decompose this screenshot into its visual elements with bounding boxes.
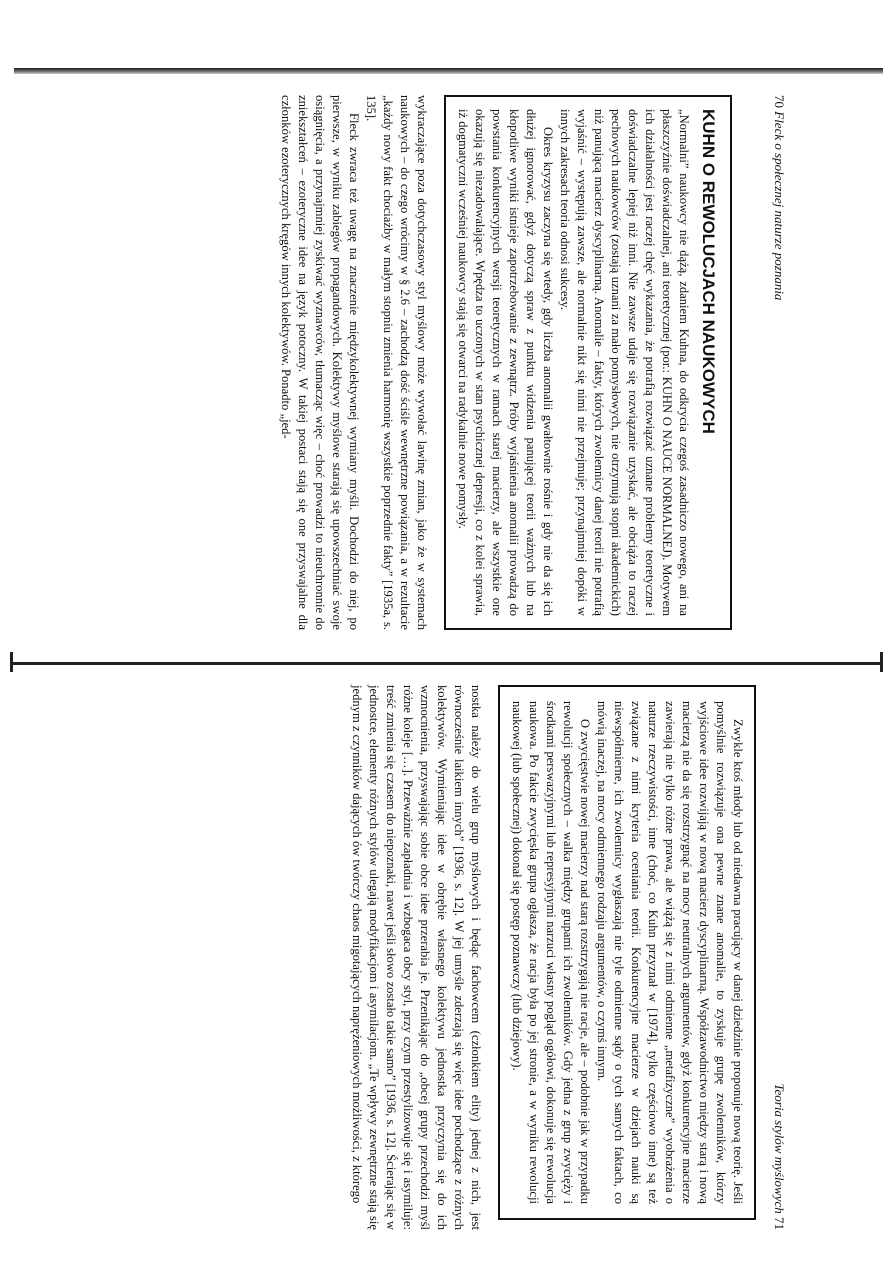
body-paragraph: wykraczające poza dotychczasowy styl myślowy może wywołać lawinę zmian, jako że w systemach naukowych – do czego wrócimy w § 2.6 – zachodzą dość ściśle wewnętrzne powiązania, a w rezultacie „każdy nowy fakt chociażby w małym stopniu zmienia harmonię wszystkie poprzednie fakty” [1935a, s. 135]. [364, 95, 429, 630]
page-number: 71 [772, 1217, 787, 1230]
fold-mark-left [10, 652, 43, 672]
running-head-right [768, 685, 790, 1230]
sidebar-box [444, 95, 732, 630]
box-paragraph: „Normalni” naukowcy nie dążą, zdaniem Kuhna, do odkrycia czegoś zasadniczo nowego, ani na płaszczyźnie doświadczalnej, ani teoretycznej (por.: KUHN O NAUCE NORMALNEJ). Motywem ich działalności jest raczej chęć wykazania, że potrafią rozwiązać uznane problemy teoretyczne i doświadczalne lepiej niż inni. Nie zawsze udaje się rozwiązanie uzyskać, ale obciąża to raczej pechowych naukowców (zostają uznani za mało pomysłowych, nie otrzymują stopni akademickich) niż panującą macierz dyscyplinarną. Anomalie – fakty, których zwolennicy danej teorii nie potrafią wyjaśnić – występują zawsze, ale normalnie nikt się nimi nie przejmuje; przynajmniej dopóki w innych zakresach teoria odnosi sukcesy. [558, 109, 691, 616]
body-paragraph: nostka należy do wielu grup myślowych i będąc fachowcem (członkiem elity) jednej z nich, jest równocześnie laikiem innych” [1936, s. 12]. W jej umyśle zderzają się więc idee pochodzące z różnych kolektywów. Wymieniając idee w obrębie własnego kolektywu jednostka przyczynia się do ich wzmocnienia, przyswajając sobie obce idee przerabia je. Przenikając do „obcej grupy przechodzi myśl różne koleje […]. Przeważnie zapładnia i wzbogaca obcy styl, przy czym przestylizowuje się i asymiluje: treść zmienia się czasem do niepoznaki, nawet jeśli słowo zostało takie samo” [1936, s. 12]. Ścierając się w jednostce, elementy różnych stylów ulegają modyfikacjom i asymilacjom. „Te wpływy zewnętrzne stają się jednym z czynników dających ów twórczy chaos migotających naprężeniowych możliwości, z którego [350, 685, 483, 1230]
body-text [277, 95, 430, 630]
body-text [348, 685, 484, 1230]
running-head-title: Fleck o społecznej naturze poznania [772, 111, 787, 301]
running-head-left [768, 95, 790, 640]
box-paragraph: Zwykle ktoś młody lub od niedawna pracujący w danej dziedzinie proponuje nową teorię. Jeśli pomyślnie rozwiązuje ona pewne znane anomalie, to zyskuje grupę zwolenników, którzy wyjściowe idee rozwijają w nową macierz dyscyplinarną. Współzawodnictwo między starą i nową macierzą nie da się rozstrzygnąć na mocy neutralnych argumentów, gdyż konkurencyjne macierze zawierają nie tylko różne prawa, ale wiążą się z nimi odmienne „metafizyczne” wyobrażenia o naturze rzeczywistości, inne (choć, co Kuhn przyznał w [1974], tylko częściowo inne) są też związane z nimi kryteria oceniania teorii. Konkurencyjne macierze w dziejach nauki są niewspółmierne, ich zwolennicy wygłaszają nie tyle odmienne sądy o tych samych faktach, co mówią inaczej, na mocy odmiennego rodzaju argumentów, o czymś innym. [595, 701, 745, 1204]
left-page [90, 95, 790, 640]
page-number: 70 [772, 95, 787, 108]
book-spread [90, 95, 790, 1245]
box-paragraph: O zwycięstwie nowej macierzy nad starą rozstrzygają nie racje, ale – podobnie jak w przypadku rewolucji społecznych – walka między grupami ich zwolenników. Gdy jedna z grup zwycięży i środkami perswazyjnymi lub represyjnymi narzuci własny pogląd ogółowi, dokonuje się rewolucja naukowa. Po fakcie zwycięska grupa ogłasza, że racja była po jej stronie, a w wyniku rewolucji naukowej (lub społecznej) dokonał się postęp poznawczy (lub dziejowy). [510, 701, 592, 1204]
right-page [90, 685, 790, 1230]
sidebar-box-continued [498, 685, 756, 1220]
body-paragraph: Fleck zwraca też uwagę na znaczenie międzykolektywnej wymiany myśli. Dochodzi do niej, po pierwsze, w wyniku zabiegów propagandowych. Kolektywy myślowe starają się upowszechniać swoje osiągnięcia, a przynajmniej zyskiwać wyznawców, tłumacząc więc – choć prowadzi to nieuchronnie do zniekształceń – ezoteryczne idee na język potoczny. W takiej postaci stają się one przyswajalne dla członków ezoterycznych kręgów innych kolektywów. Ponadto „jed- [279, 95, 361, 630]
box-title: KUHN O REWOLUCJACH NAUKOWYCH [699, 109, 718, 434]
fold-mark-right [870, 652, 883, 672]
scan-edge-top [14, 68, 883, 74]
box-paragraph: Okres kryzysu zaczyna się wtedy, gdy liczba anomalii gwałtownie rośnie i gdy nie da się ich dłużej ignorować, gdyż dotyczą spraw z punktu widzenia panującej teorii ważnych lub na kłopotliwe wyniki istnieje zapotrzebowanie z zewnątrz. Próby wyjaśnienia anomalii prowadzą do powstania konkurencyjnych wersji teoretycznych w ramach starej macierzy, ale wszystkie one okazują się niezadowalające. Wpędza to uczonych w stan psychicznej depresji, co z kolei sprawia, iż dogmatyczni wcześniej naukowcy stają się otwarci na radykalnie nowe pomysły. [456, 109, 555, 616]
running-head-title: Teoria stylów myślowych [772, 1083, 787, 1214]
